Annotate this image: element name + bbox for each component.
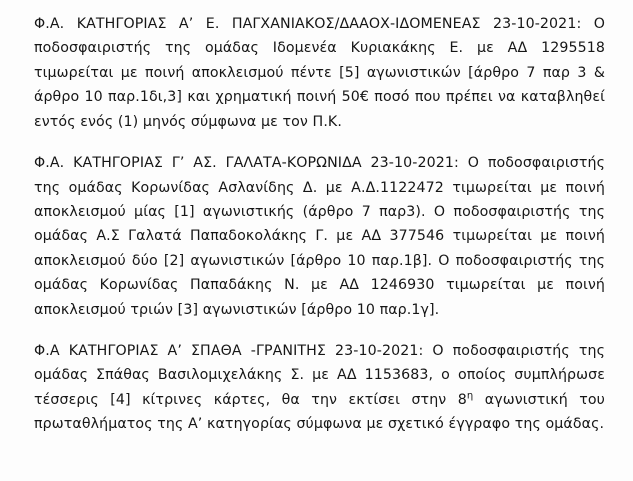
paragraph-3-text-before: Φ.Α ΚΑΤΗΓΟΡΙΑΣ Α’ ΣΠΑΘΑ -ΓΡΑΝΙΤΗΣ 23-10-2021: Ο ποδοσφαιριστής της ομάδας Σπάθας Βασιλομιχελάκης Σ. με ΑΔ 1153683, ο οποίος συμπλήρωσε τέσσερις [4] κίτρινες κάρτες, θα την εκτίσει στην 8 (34, 343, 605, 408)
document-paragraph-3 (34, 339, 605, 437)
document-paragraph-1: Φ.Α. ΚΑΤΗΓΟΡΙΑΣ Α’ Ε. ΠΑΓΧΑΝΙΑΚΟΣ/ΔΑΑΟΧ-ΙΔΟΜΕΝΕΑΣ 23-10-2021: Ο ποδοσφαιριστής της ομάδας Ιδομενέα Κυριακάκης Ε. με ΑΔ 1295518 τιμωρείται με ποινή αποκλεισμού πέντε [5] αγωνιστικών [άρθρο 7 παρ 3 & άρθρο 10 παρ.1δι,3] και χρηματική ποινή 50€ ποσό που πρέπει να καταβληθεί εντός ενός (1) μηνός σύμφωνα με τον Π.Κ. (34, 16, 605, 130)
paragraph-3-superscript: η (466, 390, 474, 402)
paragraph-3-text-after: αγωνιστική του πρωταθλήματος της Α’ κατηγορίας σύμφωνα με σχετικό έγγραφο της ομάδας. (34, 391, 605, 433)
document-paragraph-2: Φ.Α. ΚΑΤΗΓΟΡΙΑΣ Γ’ ΑΣ. ΓΑΛΑΤΑ-ΚΟΡΩΝΙΔΑ 23-10-2021: Ο ποδοσφαιριστής της ομάδας Κορωνίδας Ασλανίδης Δ. με Α.Δ.1122472 τιμωρείται με ποινή αποκλεισμού μίας [1] αγωνιστικής (άρθρο 7 παρ3). Ο ποδοσφαιριστής της ομάδας Α.Σ Γαλατά Παπαδοκολάκης Γ. με ΑΔ 377546 τιμωρείται με ποινή αποκλεισμού δύο [2] αγωνιστικών [άρθρο 10 παρ.1β]. Ο ποδοσφαιριστής της ομάδας Κορωνίδας Παπαδάκης Ν. με ΑΔ 1246930 τιμωρείται με ποινή αποκλεισμού τριών [3] αγωνιστικών [άρθρο 10 παρ.1γ]. (34, 155, 605, 318)
